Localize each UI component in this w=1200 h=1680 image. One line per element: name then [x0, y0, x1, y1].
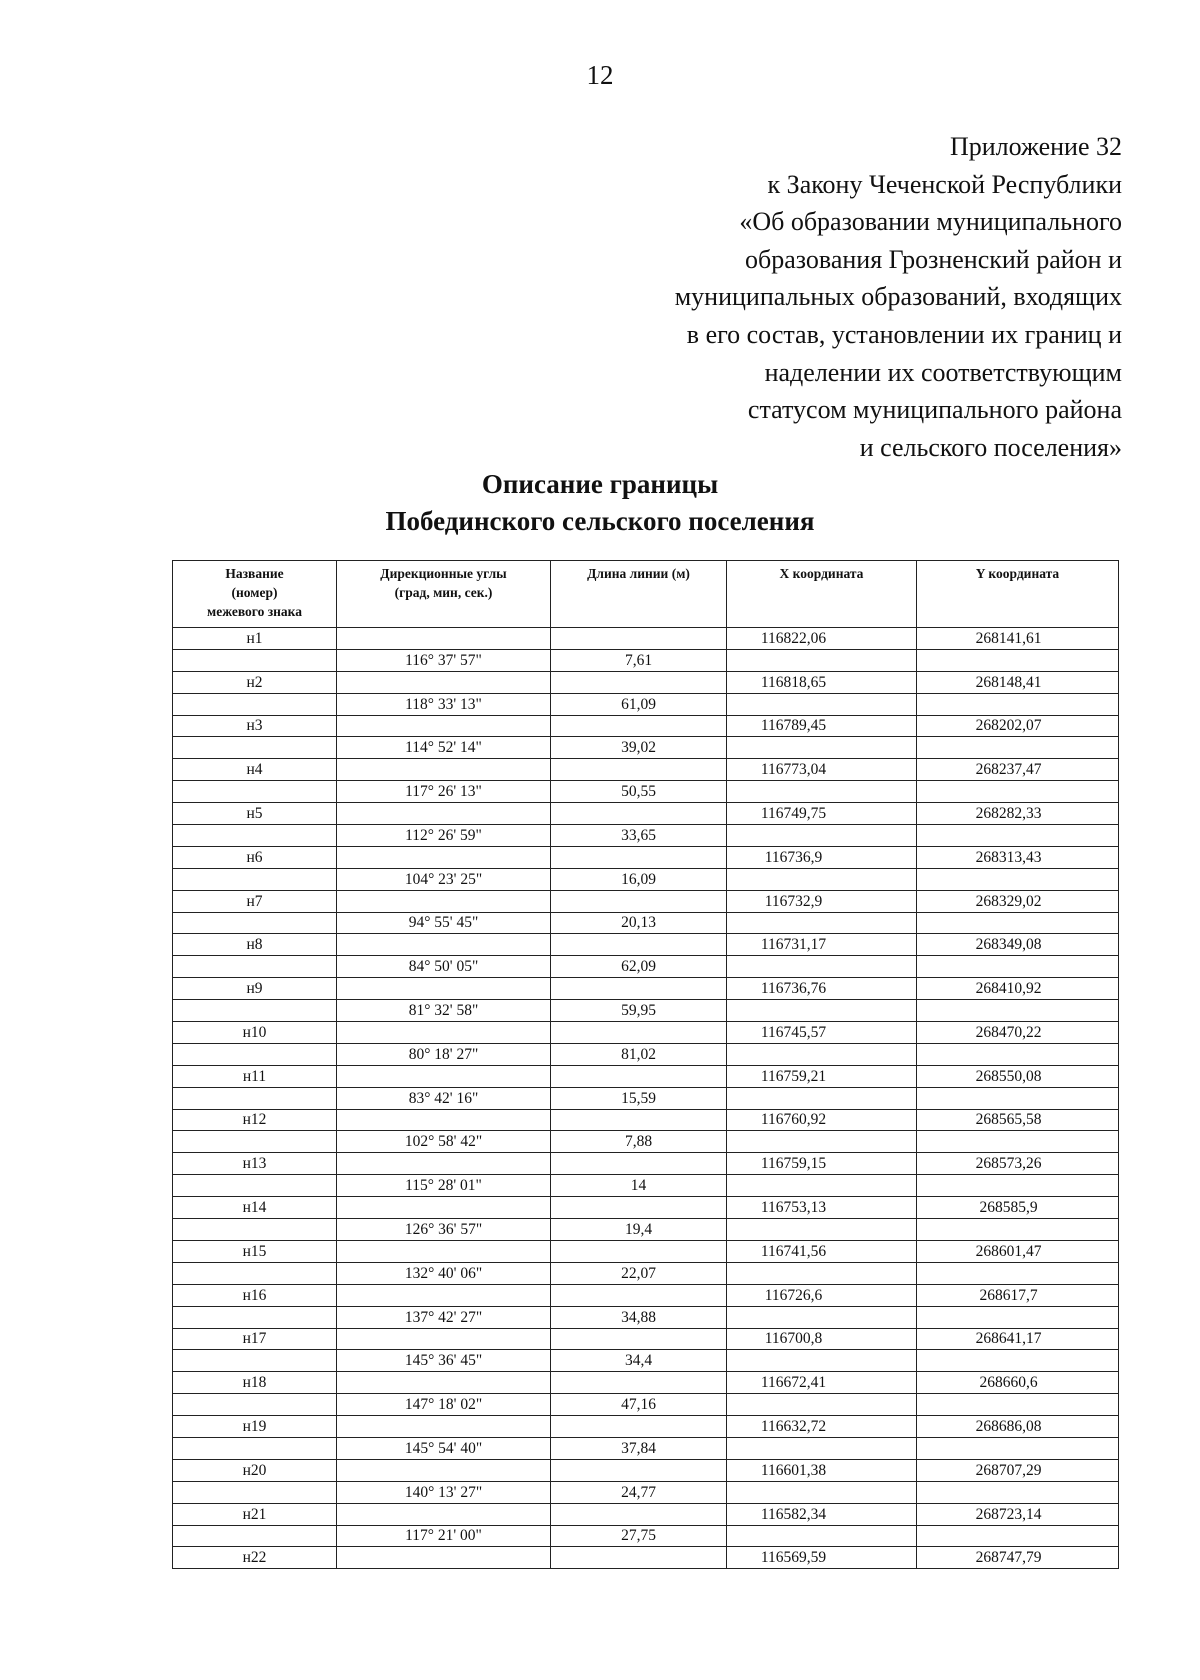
header-line: Название: [225, 566, 284, 581]
header-line: Длина линии (м): [587, 566, 690, 581]
segment-row: [173, 1262, 1119, 1284]
x-coordinate: 116760,92: [727, 1109, 917, 1131]
point-row: [173, 1109, 1119, 1131]
empty-cell: [173, 1219, 337, 1241]
empty-cell: [173, 693, 337, 715]
segment-row: [173, 737, 1119, 759]
point-name: н7: [173, 890, 337, 912]
line-length: 14: [551, 1175, 727, 1197]
point-name: н16: [173, 1284, 337, 1306]
empty-cell: [173, 1043, 337, 1065]
direction-angle: 116° 37' 57": [337, 649, 551, 671]
empty-cell: [727, 912, 917, 934]
y-coordinate: 268141,61: [917, 628, 1119, 650]
direction-angle: 117° 26' 13": [337, 781, 551, 803]
x-coordinate: 116745,57: [727, 1022, 917, 1044]
segment-row: [173, 1481, 1119, 1503]
point-row: [173, 1416, 1119, 1438]
direction-angle: 104° 23' 25": [337, 868, 551, 890]
segment-row: [173, 693, 1119, 715]
boundary-table: [172, 560, 1119, 1569]
empty-cell: [337, 1503, 551, 1525]
y-coordinate: 268550,08: [917, 1065, 1119, 1087]
empty-cell: [917, 1437, 1119, 1459]
empty-cell: [551, 1240, 727, 1262]
direction-angle: 118° 33' 13": [337, 693, 551, 715]
point-row: [173, 1372, 1119, 1394]
empty-cell: [337, 1065, 551, 1087]
empty-cell: [337, 1328, 551, 1350]
empty-cell: [337, 1284, 551, 1306]
empty-cell: [173, 1394, 337, 1416]
line-length: 81,02: [551, 1043, 727, 1065]
empty-cell: [337, 1153, 551, 1175]
direction-angle: 137° 42' 27": [337, 1306, 551, 1328]
point-name: н19: [173, 1416, 337, 1438]
line-length: 19,4: [551, 1219, 727, 1241]
empty-cell: [917, 1175, 1119, 1197]
empty-cell: [727, 693, 917, 715]
empty-cell: [917, 825, 1119, 847]
x-coordinate: 116732,9: [727, 890, 917, 912]
appendix-line: статусом муниципального района: [747, 395, 1122, 425]
empty-cell: [173, 912, 337, 934]
point-row: [173, 1503, 1119, 1525]
empty-cell: [551, 628, 727, 650]
empty-cell: [551, 978, 727, 1000]
empty-cell: [337, 715, 551, 737]
title-line: Описание границы: [481, 469, 719, 499]
empty-cell: [173, 737, 337, 759]
line-length: 34,4: [551, 1350, 727, 1372]
direction-angle: 80° 18' 27": [337, 1043, 551, 1065]
x-coordinate: 116731,17: [727, 934, 917, 956]
segment-row: [173, 1525, 1119, 1547]
empty-cell: [551, 1547, 727, 1569]
point-name: н12: [173, 1109, 337, 1131]
direction-angle: 83° 42' 16": [337, 1087, 551, 1109]
appendix-line: и сельского поселения»: [859, 432, 1122, 462]
empty-cell: [551, 1065, 727, 1087]
segment-row: [173, 1437, 1119, 1459]
point-row: [173, 628, 1119, 650]
x-coordinate: 116601,38: [727, 1459, 917, 1481]
line-length: 33,65: [551, 825, 727, 847]
empty-cell: [337, 978, 551, 1000]
empty-cell: [551, 1372, 727, 1394]
y-coordinate: 268410,92: [917, 978, 1119, 1000]
empty-cell: [337, 1372, 551, 1394]
point-row: [173, 1459, 1119, 1481]
appendix-line: муниципальных образований, входящих: [674, 282, 1122, 312]
empty-cell: [551, 1459, 727, 1481]
empty-cell: [337, 890, 551, 912]
y-coordinate: 268282,33: [917, 803, 1119, 825]
point-name: н4: [173, 759, 337, 781]
empty-cell: [551, 1284, 727, 1306]
point-row: [173, 1022, 1119, 1044]
point-row: [173, 890, 1119, 912]
empty-cell: [917, 649, 1119, 671]
x-coordinate: 116759,21: [727, 1065, 917, 1087]
empty-cell: [917, 1087, 1119, 1109]
segment-row: [173, 1000, 1119, 1022]
page-number: 12: [586, 60, 614, 90]
table-body: [173, 628, 1119, 1569]
table-header-row: [173, 561, 1119, 628]
direction-angle: 147° 18' 02": [337, 1394, 551, 1416]
empty-cell: [173, 781, 337, 803]
empty-cell: [551, 1416, 727, 1438]
appendix-line: наделении их соответствующим: [764, 357, 1122, 387]
empty-cell: [337, 846, 551, 868]
x-coordinate: 116749,75: [727, 803, 917, 825]
point-row: [173, 1153, 1119, 1175]
empty-cell: [173, 1481, 337, 1503]
empty-cell: [551, 1197, 727, 1219]
segment-row: [173, 1350, 1119, 1372]
x-coordinate: 116773,04: [727, 759, 917, 781]
y-coordinate: 268202,07: [917, 715, 1119, 737]
empty-cell: [173, 1437, 337, 1459]
document-title: [0, 466, 1200, 540]
appendix-line: Приложение 32: [949, 132, 1122, 161]
empty-cell: [173, 1525, 337, 1547]
title-line: Побединского сельского поселения: [385, 506, 815, 536]
direction-angle: 114° 52' 14": [337, 737, 551, 759]
line-length: 39,02: [551, 737, 727, 759]
empty-cell: [727, 1043, 917, 1065]
empty-cell: [917, 737, 1119, 759]
x-coordinate: 116736,76: [727, 978, 917, 1000]
empty-cell: [727, 1131, 917, 1153]
header-name: [173, 561, 337, 628]
empty-cell: [917, 1043, 1119, 1065]
empty-cell: [917, 1000, 1119, 1022]
x-coordinate: 116789,45: [727, 715, 917, 737]
empty-cell: [337, 1459, 551, 1481]
x-coordinate: 116672,41: [727, 1372, 917, 1394]
line-length: 61,09: [551, 693, 727, 715]
empty-cell: [727, 781, 917, 803]
appendix-line: «Об образовании муниципального: [739, 207, 1122, 237]
segment-row: [173, 1131, 1119, 1153]
line-length: 47,16: [551, 1394, 727, 1416]
empty-cell: [551, 890, 727, 912]
x-coordinate: 116741,56: [727, 1240, 917, 1262]
empty-cell: [173, 825, 337, 847]
empty-cell: [727, 1087, 917, 1109]
point-row: [173, 934, 1119, 956]
segment-row: [173, 825, 1119, 847]
point-row: [173, 803, 1119, 825]
empty-cell: [727, 956, 917, 978]
x-coordinate: 116818,65: [727, 671, 917, 693]
x-coordinate: 116700,8: [727, 1328, 917, 1350]
line-length: 7,61: [551, 649, 727, 671]
header-line: Дирекционные углы: [380, 566, 507, 581]
direction-angle: 145° 54' 40": [337, 1437, 551, 1459]
empty-cell: [727, 1175, 917, 1197]
y-coordinate: 268237,47: [917, 759, 1119, 781]
segment-row: [173, 649, 1119, 671]
point-row: [173, 715, 1119, 737]
empty-cell: [337, 803, 551, 825]
header-line: межевого знака: [207, 604, 302, 619]
line-length: 15,59: [551, 1087, 727, 1109]
empty-cell: [917, 868, 1119, 890]
empty-cell: [727, 1306, 917, 1328]
point-name: н17: [173, 1328, 337, 1350]
x-coordinate: 116736,9: [727, 846, 917, 868]
empty-cell: [727, 1394, 917, 1416]
empty-cell: [551, 1503, 727, 1525]
header-angle: [337, 561, 551, 628]
y-coordinate: 268329,02: [917, 890, 1119, 912]
x-coordinate: 116569,59: [727, 1547, 917, 1569]
header-line: (номер): [231, 585, 278, 600]
point-row: [173, 1328, 1119, 1350]
empty-cell: [727, 1219, 917, 1241]
point-name: н15: [173, 1240, 337, 1262]
empty-cell: [337, 1547, 551, 1569]
empty-cell: [727, 1437, 917, 1459]
direction-angle: 126° 36' 57": [337, 1219, 551, 1241]
empty-cell: [917, 956, 1119, 978]
empty-cell: [337, 671, 551, 693]
segment-row: [173, 1219, 1119, 1241]
y-coordinate: 268585,9: [917, 1197, 1119, 1219]
segment-row: [173, 1043, 1119, 1065]
direction-angle: 112° 26' 59": [337, 825, 551, 847]
segment-row: [173, 781, 1119, 803]
point-row: [173, 1065, 1119, 1087]
empty-cell: [173, 1350, 337, 1372]
segment-row: [173, 1306, 1119, 1328]
point-name: н20: [173, 1459, 337, 1481]
x-coordinate: 116632,72: [727, 1416, 917, 1438]
empty-cell: [173, 1087, 337, 1109]
segment-row: [173, 912, 1119, 934]
y-coordinate: 268470,22: [917, 1022, 1119, 1044]
direction-angle: 117° 21' 00": [337, 1525, 551, 1547]
empty-cell: [917, 1219, 1119, 1241]
point-name: н2: [173, 671, 337, 693]
empty-cell: [173, 1262, 337, 1284]
appendix-line: в его состав, установлении их границ и: [686, 319, 1122, 349]
y-coordinate: 268349,08: [917, 934, 1119, 956]
empty-cell: [551, 1022, 727, 1044]
empty-cell: [173, 868, 337, 890]
y-coordinate: 268573,26: [917, 1153, 1119, 1175]
point-name: н21: [173, 1503, 337, 1525]
line-length: 50,55: [551, 781, 727, 803]
segment-row: [173, 956, 1119, 978]
empty-cell: [337, 1109, 551, 1131]
point-row: [173, 671, 1119, 693]
appendix-line: образования Грозненский район и: [745, 244, 1122, 274]
x-coordinate: 116582,34: [727, 1503, 917, 1525]
empty-cell: [337, 934, 551, 956]
x-coordinate: 116753,13: [727, 1197, 917, 1219]
empty-cell: [727, 868, 917, 890]
empty-cell: [337, 759, 551, 781]
direction-angle: 102° 58' 42": [337, 1131, 551, 1153]
line-length: 20,13: [551, 912, 727, 934]
empty-cell: [727, 1481, 917, 1503]
segment-row: [173, 868, 1119, 890]
y-coordinate: 268565,58: [917, 1109, 1119, 1131]
empty-cell: [337, 628, 551, 650]
y-coordinate: 268601,47: [917, 1240, 1119, 1262]
header-line: (град, мин, сек.): [394, 585, 493, 600]
empty-cell: [917, 1481, 1119, 1503]
line-length: 22,07: [551, 1262, 727, 1284]
empty-cell: [551, 715, 727, 737]
empty-cell: [337, 1240, 551, 1262]
empty-cell: [727, 1000, 917, 1022]
segment-row: [173, 1394, 1119, 1416]
point-name: н3: [173, 715, 337, 737]
point-name: н18: [173, 1372, 337, 1394]
point-name: н11: [173, 1065, 337, 1087]
empty-cell: [917, 1262, 1119, 1284]
empty-cell: [727, 825, 917, 847]
y-coordinate: 268617,7: [917, 1284, 1119, 1306]
point-name: н5: [173, 803, 337, 825]
x-coordinate: 116759,15: [727, 1153, 917, 1175]
segment-row: [173, 1087, 1119, 1109]
point-row: [173, 1284, 1119, 1306]
empty-cell: [727, 1350, 917, 1372]
empty-cell: [551, 671, 727, 693]
y-coordinate: 268723,14: [917, 1503, 1119, 1525]
empty-cell: [917, 1350, 1119, 1372]
empty-cell: [551, 1109, 727, 1131]
segment-row: [173, 1175, 1119, 1197]
line-length: 24,77: [551, 1481, 727, 1503]
empty-cell: [551, 759, 727, 781]
empty-cell: [551, 803, 727, 825]
empty-cell: [727, 1262, 917, 1284]
x-coordinate: 116822,06: [727, 628, 917, 650]
appendix-line: к Закону Чеченской Республики: [767, 169, 1122, 199]
empty-cell: [727, 649, 917, 671]
direction-angle: 94° 55' 45": [337, 912, 551, 934]
empty-cell: [173, 1000, 337, 1022]
empty-cell: [337, 1197, 551, 1219]
line-length: 62,09: [551, 956, 727, 978]
point-name: н1: [173, 628, 337, 650]
line-length: 34,88: [551, 1306, 727, 1328]
point-row: [173, 846, 1119, 868]
point-name: н8: [173, 934, 337, 956]
empty-cell: [917, 781, 1119, 803]
y-coordinate: 268660,6: [917, 1372, 1119, 1394]
empty-cell: [337, 1416, 551, 1438]
direction-angle: 84° 50' 05": [337, 956, 551, 978]
empty-cell: [551, 1153, 727, 1175]
y-coordinate: 268641,17: [917, 1328, 1119, 1350]
empty-cell: [917, 693, 1119, 715]
empty-cell: [173, 1175, 337, 1197]
direction-angle: 81° 32' 58": [337, 1000, 551, 1022]
empty-cell: [727, 1525, 917, 1547]
empty-cell: [337, 1022, 551, 1044]
empty-cell: [727, 737, 917, 759]
point-row: [173, 1547, 1119, 1569]
empty-cell: [551, 846, 727, 868]
point-name: н9: [173, 978, 337, 1000]
empty-cell: [917, 1525, 1119, 1547]
point-row: [173, 1240, 1119, 1262]
appendix-heading: [562, 128, 1122, 466]
point-row: [173, 1197, 1119, 1219]
empty-cell: [917, 1394, 1119, 1416]
direction-angle: 140° 13' 27": [337, 1481, 551, 1503]
point-name: н13: [173, 1153, 337, 1175]
direction-angle: 132° 40' 06": [337, 1262, 551, 1284]
header-line: Y координата: [975, 566, 1060, 581]
y-coordinate: 268686,08: [917, 1416, 1119, 1438]
empty-cell: [917, 912, 1119, 934]
empty-cell: [173, 956, 337, 978]
empty-cell: [173, 1131, 337, 1153]
point-row: [173, 978, 1119, 1000]
empty-cell: [551, 934, 727, 956]
line-length: 37,84: [551, 1437, 727, 1459]
point-name: н10: [173, 1022, 337, 1044]
y-coordinate: 268313,43: [917, 846, 1119, 868]
header-line: X координата: [779, 566, 864, 581]
line-length: 27,75: [551, 1525, 727, 1547]
empty-cell: [173, 1306, 337, 1328]
y-coordinate: 268707,29: [917, 1459, 1119, 1481]
empty-cell: [917, 1131, 1119, 1153]
header-y: [917, 561, 1119, 628]
line-length: 16,09: [551, 868, 727, 890]
empty-cell: [551, 1328, 727, 1350]
x-coordinate: 116726,6: [727, 1284, 917, 1306]
y-coordinate: 268148,41: [917, 671, 1119, 693]
line-length: 7,88: [551, 1131, 727, 1153]
y-coordinate: 268747,79: [917, 1547, 1119, 1569]
empty-cell: [173, 649, 337, 671]
empty-cell: [917, 1306, 1119, 1328]
direction-angle: 145° 36' 45": [337, 1350, 551, 1372]
line-length: 59,95: [551, 1000, 727, 1022]
direction-angle: 115° 28' 01": [337, 1175, 551, 1197]
header-length: [551, 561, 727, 628]
point-name: н6: [173, 846, 337, 868]
point-name: н22: [173, 1547, 337, 1569]
point-name: н14: [173, 1197, 337, 1219]
point-row: [173, 759, 1119, 781]
header-x: [727, 561, 917, 628]
